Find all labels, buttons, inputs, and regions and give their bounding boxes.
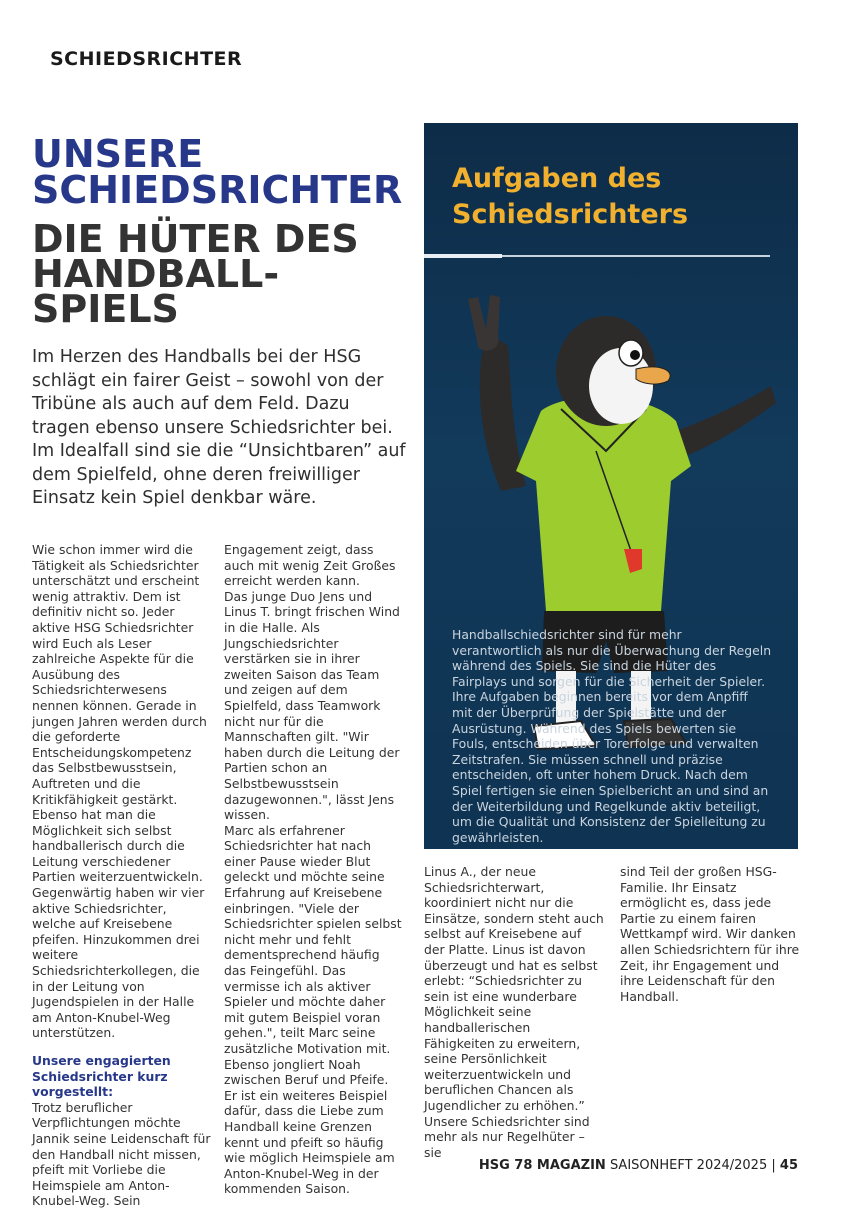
page-footer [479,1158,798,1173]
paragraph: Das junge Duo Jens und Linus T. bringt frischen Wind in die Halle. Als Jungschiedsrichter verstärken sie in ihrer zweiten Saison das Team und zeigen auf dem Spielfeld, dass Teamwork nicht nur für die Mannschaften gilt. "Wir haben durch die Leitung der Partien schon an Selbstbewusstsein dazugewonnen.", lässt Jens wissen. [224,588,400,823]
text-column-3 [424,864,604,1160]
paragraph: sind Teil der großen HSG-Familie. Ihr Einsatz ermöglicht es, dass jede Partie zu einem fairen Wettkampf wird. Wir danken allen Schiedsrichtern für ihre Zeit, ihr Engagement und ihre Leidenschaft für den Handball. [620,864,800,1004]
text-column-4 [620,864,800,1004]
mascot-pupil [630,350,640,360]
page-title: UNSERE SCHIEDSRICHTER [32,132,403,212]
info-box-text: Handballschiedsrichter sind für mehr verantwortlich als nur die Überwachung der Regeln während des Spiels. Sie sind die Hüter des Fairplays und sorgen für die Sicherheit der Spieler. Ihre Aufgaben beginnen bereits vor dem Anpfiff mit der Überprüfung der Spielstätte und der Ausrüstung. Während des Spiels bewerten sie Fouls, entscheiden über Torerfolge und verwalten Zeitstrafen. Sie müssen schnell und präzise entscheiden, oft unter hohem Druck. Nach dem Spiel fertigen sie einen Spielbericht an und sind an der Weiterbildung und Regelkunde aktiv beteiligt, um die Qualität und Konsistenz der Spielleitung zu gewährleisten. [452,627,772,845]
divider-accent [424,254,502,258]
mascot-body [516,397,691,611]
paragraph: Engagement zeigt, dass auch mit wenig Zeit Großes erreicht werden kann. [224,542,396,589]
paragraph: Marc als erfahrener Schiedsrichter hat nach einer Pause wieder Blut geleckt und möchte seine Erfahrung auf Kreisebene einbringen. "Viele der Schiedsrichter spielen selbst nicht mehr und fehlt dementsprechend häufig das Feingefühl. Das vermisse ich als aktiver Spieler und möchte daher mit gutem Beispiel voran gehen.", teilt Marc seine zusätzliche Motivation mit. [224,822,402,1056]
paragraph: Wie schon immer wird die Tätigkeit als Schiedsrichter unterschätzt und erscheint wenig attraktiv. Dem ist definitiv nicht so. Jeder aktive HSG Schiedsrichter wird Euch als Leser zahlreiche Aspekte für die Ausübung des Schiedsrichterwesens nennen können. Gerade in jungen Jahren werden durch die geforderte Entscheidungskompetenz das Selbstbewusstsein, Auftreten und die Kritikfähigkeit gestärkt. Ebenso hat man die Möglichkeit sich selbst handballerisch durch die Leitung verschiedener Partien weiterzuentwickeln. [32,542,207,885]
paragraph: Gegenwärtig haben wir vier aktive Schiedsrichter, welche auf Kreisebene pfeifen. Hinzukommen drei weitere Schiedsrichterkollegen, die in der Leitung von Jugendspielen in der Halle am Anton-Knubel-Weg unterstützen. [32,885,205,1041]
mascot-peace-hand [468,295,500,351]
page-number: 45 [779,1158,798,1173]
paragraph: Trotz beruflicher Verpflichtungen möchte Jannik seine Leidenschaft für den Handball nicht missen, pfeift mit Vorliebe die Heimspiele am Anton-Knubel-Weg. Sein [32,1099,211,1209]
magazine-name: HSG 78 MAGAZIN [478,1158,606,1173]
text-column-1 [32,542,212,1209]
paragraph: Ebenso jongliert Noah zwischen Beruf und Pfeife. Er ist ein weiteres Beispiel dafür, dass die Liebe zum Handball keine Grenzen kennt und pfeift so häufig wie möglich Heimspiele am Anton-Knubel-Weg in der kommenden Saison. [224,1056,395,1197]
paragraph: Linus A., der neue Schiedsrichterwart, koordiniert nicht nur die Einsätze, sondern steht auch selbst auf Kreisebene auf der Platte. Linus ist davon überzeugt und hat es selbst erlebt: “Schiedsrichter zu sein ist eine wunderbare Möglichkeit seine handballerischen Fähigkeiten zu erweitern, seine Persönlichkeit weiterzuentwickeln und beruflichen Chancen als Jugendlicher zu erhöhen.” [424,864,604,1113]
intro-paragraph: Im Herzen des Handballs bei der HSG schlägt ein fairer Geist – sowohl von der Tribüne als auch auf dem Feld. Dazu tragen ebenso unsere Schiedsrichter bei. Im Idealfall sind sie die “Unsichtbaren” auf dem Spielfeld, ohne deren freiwilliger Einsatz kein Spiel denkbar wäre. [32,347,406,508]
info-box [424,123,798,849]
issue-label: SAISONHEFT 2024/2025 [609,1158,768,1173]
info-box-title: Aufgaben des Schiedsrichters [452,163,689,230]
section-label: SCHIEDSRICHTER [50,48,243,70]
text-column-2 [224,542,404,1197]
page-subtitle: DIE HÜTER DES HANDBALL-SPIELS [32,217,359,331]
subheading: Unsere engagierten Schiedsrichter kurz vorgestellt: [32,1053,171,1100]
mascot-right-arm [676,386,776,456]
footer-separator: | [771,1158,776,1173]
paragraph: Unsere Schiedsrichter sind mehr als nur Regelhüter – sie [424,1113,590,1160]
mascot-beak [636,367,670,384]
